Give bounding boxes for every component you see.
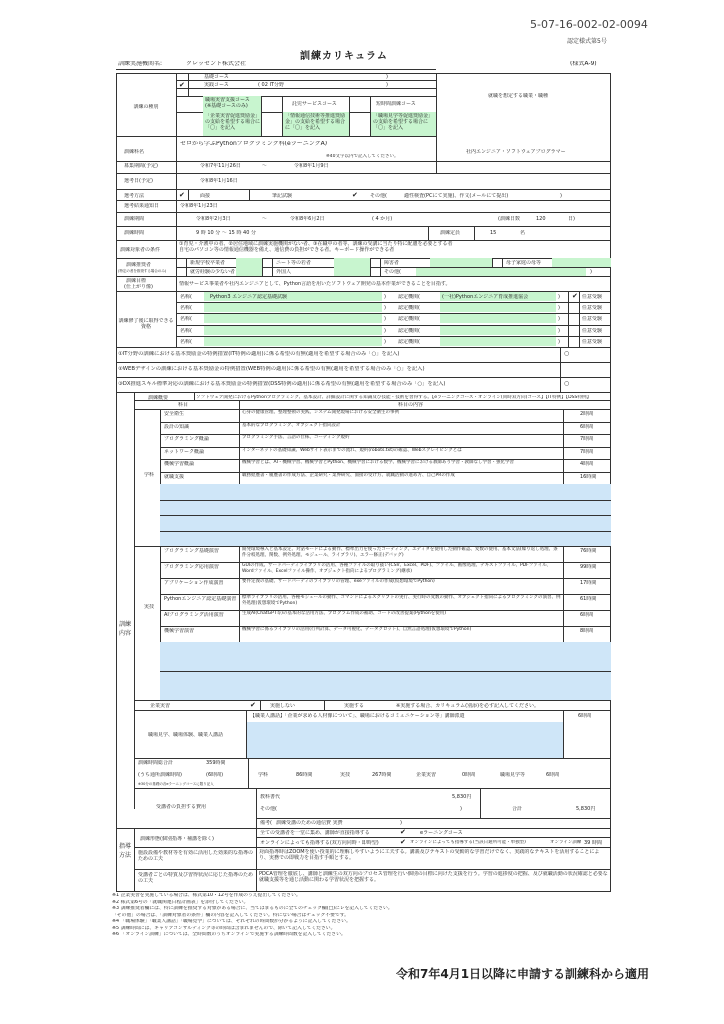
footnote: ※2 様式第6号の「就職関連日程計画表」を添付してください。 xyxy=(112,899,249,905)
qual-name-label: 名称( xyxy=(180,305,192,312)
qual-org-close: ) xyxy=(558,327,560,334)
recruit-label: 募集期間(予定) xyxy=(124,163,158,169)
subject-hours: 4時間 xyxy=(580,461,594,467)
enterprise-label: 企業実習 xyxy=(150,703,171,709)
qual-name-label: 名称( xyxy=(180,316,192,323)
recruit-end: 令和8年1月9日 xyxy=(294,163,329,169)
cost-label: 受講者の負担する費用 xyxy=(156,804,207,810)
rec-disabled: 障害者 xyxy=(384,260,400,266)
target-job-label: 就職を想定する職業・職種 xyxy=(488,93,549,99)
kind-label: 訓練の種別 xyxy=(133,104,159,110)
qual-status: 任意受験 xyxy=(582,338,603,345)
quals-list xyxy=(176,291,611,347)
rec-new-grad: 新規学校卒業者 xyxy=(190,260,226,266)
goal-value: 情報サービス事業者や社内エンジニアとして、Python言語を用いたソフトウェア開発の基本作業ができることを目指す。 xyxy=(179,281,451,287)
footnote: ※1 企業実習を実施している場合は、様式第10・12号を作成のうえ提出してください。 xyxy=(112,893,301,898)
content-side: 訓練内容 xyxy=(118,621,131,637)
subject-hours: 8時間 xyxy=(580,628,594,634)
hours-value: 9 時 10 分 〜 15 時 40 分 xyxy=(196,230,256,236)
qual-org-label: 認定機関( xyxy=(398,305,420,312)
special-rows xyxy=(116,347,611,392)
select-interview: 面接 xyxy=(200,193,211,199)
select-method-label: 選考方法 xyxy=(124,193,145,199)
subject-name: ネットワーク概論 xyxy=(164,448,205,455)
special-mark: ○ xyxy=(564,381,570,387)
subject-desc: 職務経歴書・履歴書の作成方法、企業研究・業界研究、面接の受け方、就職活動の進め方、自己PRの作成 xyxy=(242,472,455,478)
subject-desc: GUIの作成、サードパーティライブラリの活用、各種ファイルの取り扱い(CSV、Excel、PDF)、ファイル、画像処理、テキストファイル、PDFファイル、Wordファイル、Excelファイル操作、オブジェクト指向によるプログラミング(継承) xyxy=(242,563,551,574)
rec-foreign: 外国人 xyxy=(276,269,292,275)
method-elearning-check: ✔ xyxy=(400,828,406,836)
subject-name: 就職支援 xyxy=(164,473,185,480)
summary: ソフトウェア開発におけるPythonプログラミング、基本設計、詳細設計に関する知識及び技能・技術を習得する。【eラーニングコース・オンライン(同時双方向)コース】【IT特例】【DSS特例】 xyxy=(196,395,592,400)
method-opt3: オンラインによっても指導する(双方向同時・即時型) xyxy=(260,840,379,846)
qual-divider xyxy=(568,291,569,302)
qual-org-label: 認定機関( xyxy=(398,316,420,323)
target-job-value: 社内エンジニア・ソフトウェアプログラマー xyxy=(466,149,566,155)
select-other: その他( xyxy=(370,193,387,199)
capacity: 15 xyxy=(490,230,497,236)
enterprise-no: 実施しない xyxy=(270,703,296,709)
qual-name-field xyxy=(204,314,382,323)
qual-name-field xyxy=(204,326,382,335)
it-promo-incentive: 「情報通信技術等推進奨励金」の支給を希望する場合に「〇」を記入 xyxy=(285,113,346,131)
qual-name-close: ) xyxy=(384,316,386,323)
quals-label: 訓練修了後に取得できる資格 xyxy=(118,318,174,330)
subject-hours: 76時間 xyxy=(580,548,597,554)
method-opt2: eラーニングコース xyxy=(420,830,463,836)
cost-sum: 5,830円 xyxy=(576,806,596,812)
qual-org-field xyxy=(440,337,556,346)
gakka-hours: 86時間 xyxy=(296,772,313,778)
qual-name-close: ) xyxy=(384,327,386,334)
method-form-label: 訓練形態(個別指導・補講を除く) xyxy=(140,836,214,842)
qual-divider xyxy=(579,302,580,313)
qual-org-close: ) xyxy=(558,316,560,323)
footer-note: 令和7年4月1日以降に申請する訓練科から適用 xyxy=(396,967,650,981)
qual-name-field xyxy=(204,303,382,312)
blank-row-line xyxy=(160,671,611,672)
footnote: ※4 「職場体験」「職業人講話」「職場見学」については、それぞれの時間数が分かるように記入してください。 xyxy=(112,919,351,924)
qual-status: 任意受験 xyxy=(582,294,603,300)
period-days: 120 xyxy=(536,216,546,222)
commute-hours: (6時間) xyxy=(206,772,224,778)
conditions-label: 訓練対象者の条件 xyxy=(120,247,161,253)
subject-name: アプリケーション作成演習 xyxy=(164,580,224,586)
enterprise-note: ※実施する場合、カリキュラム(別添)を必ず記入してください。 xyxy=(396,703,540,709)
subject-desc: 機械学習とは、AI・機械学習、機械学習とPython、機械学習における数学、機械学習における教師あり学習・教師なし学習・強化学習 xyxy=(242,460,514,465)
subject-hours: 17時間 xyxy=(580,580,597,586)
qual-org-close: ) xyxy=(558,338,560,345)
special-row-line xyxy=(116,377,611,378)
qual-name-close: ) xyxy=(384,305,386,312)
conditions-value: ①育児・介護中の者、②居住地域に訓練実施機関がない者、③在職中の者等、訓練の受講に当たり特に配慮を必要とする者 自宅のパソコン等の情報通信機器を備え、通信費の負担ができる者。キーボード操作ができる者 xyxy=(179,241,453,253)
institution-value: クレッセント株式会社 xyxy=(186,61,246,67)
workplace-incentive: 「職場見学等促進奨励金」の支給を希望する場合に「〇」を記入 xyxy=(373,113,434,131)
qual-divider xyxy=(579,325,580,336)
special-text: ①IT分野の訓練における基本奨励金の特例措置(IT特例の適用)に係る希望の有無(適用を希望する場合のみ「○」を記入) xyxy=(118,351,400,357)
rec-neet: ニート等の若者 xyxy=(276,260,312,266)
blank-row-line xyxy=(160,531,611,532)
effect: 対面指導時はZOOMを使い授業的に理解しやすいように工夫する。講義及びテキストの受動的な学習だけでなく、実践的なテキストを活用することにより、実務での即戦力を目指す手順とする。 xyxy=(259,849,600,861)
interview-check: ✔ xyxy=(179,191,185,199)
method-opt1: 全ての受講者を一堂に集め、講師が直接指導する xyxy=(260,830,370,836)
qual-status: 任意受験 xyxy=(582,316,603,323)
it-field: ( 02 IT分野 xyxy=(258,82,285,88)
select-date: 令和8年1月16日 xyxy=(200,178,238,184)
jitsugi-label: 実技 xyxy=(144,604,155,610)
result-date: 令和8年1月23日 xyxy=(180,203,218,209)
subject-hours: 16時間 xyxy=(580,473,597,480)
subject-name: Pythonエンジニア認定基礎演習 xyxy=(164,596,237,602)
period-start: 令和8年2月3日 xyxy=(196,216,231,222)
qual-divider xyxy=(579,291,580,302)
subject-desc: 基本的なプログラミング、オブジェクト指向設計 xyxy=(242,422,341,428)
capacity-label: 訓練定員 xyxy=(440,230,461,236)
select-written: 筆記試験 xyxy=(272,193,293,199)
qual-row-line xyxy=(176,302,611,303)
theory-list xyxy=(160,409,611,546)
course-label: 訓練科名 xyxy=(124,149,145,155)
local-incentive: 「企業実習促進奨励金」の支給を希望する場合に「〇」を記入 xyxy=(205,113,261,131)
special-mark: ○ xyxy=(564,351,570,357)
subject-desc: 生成AI(ChatGPT等)の基本的な活用方法、プログラム作成の補助、コードの改善提案(Pythonを使用) xyxy=(242,611,446,616)
form-code: (様式A-9) xyxy=(570,61,597,67)
qual-divider xyxy=(568,325,569,336)
special-divider xyxy=(560,347,561,362)
footnote: ※3 訓練推奨者欄には、特に訓練を推奨する対象がある場合に、当てはまるものに全てのチェック欄(□)にレを記入してください。 xyxy=(112,906,393,911)
period-label: 訓練期間 xyxy=(124,216,145,222)
blank-row-line xyxy=(160,515,611,516)
qual-name-close: ) xyxy=(384,294,386,300)
subject-desc: 要件定義の基礎、サードパーティのライブラリの管理、exeファイルの作成(仮想環境でPython) xyxy=(242,579,435,584)
select-other-value: 適性検査(PCにて実施)、作文(メールにて提出) xyxy=(404,193,509,199)
qual-check: ✔ xyxy=(572,292,578,300)
practice-list xyxy=(160,546,611,700)
qual-row-line xyxy=(176,325,611,326)
qual-status: 任意受験 xyxy=(582,327,603,334)
subject-hours: 99時間 xyxy=(580,564,597,570)
period-end: 令和8年6月2日 xyxy=(290,216,325,222)
rec-veteran: 就労経験の少ない者 xyxy=(190,269,236,275)
subject-name: 安全衛生 xyxy=(164,411,185,417)
subject-hours: 2時間 xyxy=(580,411,594,417)
subject-name: AIプログラミング活用演習 xyxy=(164,612,224,618)
effect-label: 施設設備や教材等を有効に活用した効果的な指導のための工夫 xyxy=(138,850,254,862)
special-text: ②WEBデザインの訓練における基本奨励金の特例措置(WEB特例の適用)に係る希望の有無(適用を希望する場合のみ「○」を記入) xyxy=(118,366,425,372)
subject-name: 機械学習演習 xyxy=(164,628,195,634)
qual-status: 任意受験 xyxy=(582,305,603,312)
text-cost: 5,830円 xyxy=(452,794,472,800)
qual-org-label: 認定機関( xyxy=(398,327,420,334)
qual-org-field xyxy=(440,314,556,323)
subject-desc: 心身の健康管理、整理整頓の実践、システム開発現場における安全衛生の事例 xyxy=(242,410,400,415)
special-divider xyxy=(560,362,561,377)
qual-name-label: 名称( xyxy=(180,327,192,334)
qual-org-label: 認定機関( xyxy=(398,294,420,300)
subject-desc: インターネットの基礎知識、Webサイト表示までの流れ、規約(robots.txt)の確認、Webスクレイピングとは xyxy=(242,447,462,453)
footnote: ※6 「オンライン訓練」については、全時間数のうちオンラインで実施する訓練時間数を記入してください。 xyxy=(112,932,346,937)
qual-org-close: ) xyxy=(558,294,560,300)
qual-name-close: ) xyxy=(384,338,386,345)
select-date-label: 選考日(予定) xyxy=(124,178,153,184)
basic-course: 基礎コース xyxy=(204,74,229,80)
recruit-start: 令和7年11月26日 xyxy=(200,163,241,169)
summary-label: 訓練概要 xyxy=(148,395,169,401)
qual-divider xyxy=(568,313,569,324)
qual-org-label: 認定機関( xyxy=(398,338,420,345)
support-course: 職場実習支援コース (※基礎コースのみ) xyxy=(205,97,250,109)
special-text: ③DX推進スキル標準対応の訓練における基本奨励金の特例措置(DSS特例の適用)に係る希望の有無(適用を希望する場合のみ「○」を記入) xyxy=(118,381,446,387)
subject-desc: プログラミング手法、言語の仕様、コーディング規約 xyxy=(242,435,350,440)
cost-note: 訓練受講のための通信費 実費 xyxy=(276,820,343,826)
subject-name: プログラミング基礎演習 xyxy=(164,548,219,554)
total-hours: 359時間 xyxy=(206,760,226,766)
subject-hours: 7時間 xyxy=(580,436,594,442)
course-note: ※40文字以内で記入してください。 xyxy=(326,154,399,159)
document-id: 5-07-16-002-02-0094 xyxy=(530,18,648,31)
subject-desc: 開発環境導入と基本設定、対話モードによる動作、標準出力を使ったコーディング、エディタを使用した動作確認、変数の使用、基本文法(繰り返し処理、条件分岐処理、関数、例外処理、モジュール、ライブラリ)、エラー修正(デバッグ) xyxy=(242,547,558,558)
enterprise-no-check: ✔ xyxy=(250,701,256,709)
special-divider xyxy=(560,377,561,392)
jitsugi-hours: 267時間 xyxy=(372,772,392,778)
method-side: 指導方法 xyxy=(118,843,131,859)
goal-label: 訓練目標 xyxy=(126,278,147,284)
qual-divider xyxy=(579,313,580,324)
visit-total-hours: 6時間 xyxy=(546,772,560,778)
qual-name-label: 名称( xyxy=(180,294,192,300)
qual-org-field xyxy=(440,326,556,335)
ent-hours: 0時間 xyxy=(462,772,476,778)
it-field-close: ) xyxy=(386,82,388,88)
qual-divider xyxy=(568,336,569,347)
recommend-label: 訓練推奨者 xyxy=(126,262,152,268)
qual-org-field xyxy=(440,303,556,312)
subject-name: 機械学習概論 xyxy=(164,461,195,467)
recommend-sub: (特定の者を推奨する場合のみ) xyxy=(118,269,167,273)
qual-name-field xyxy=(204,337,382,346)
method-online-check: ✔ xyxy=(400,838,406,846)
visit-value: 【職業人講話】「企業が求める人材像について」、職場におけるコミュニケーション等」講師派遣 xyxy=(250,713,465,719)
special-row-line xyxy=(116,362,611,363)
hours-label: 訓練時間 xyxy=(124,230,145,236)
visit-label: 職場見学、職場体験、職業人講話 xyxy=(148,732,224,738)
method-opt4: オンラインによっても指導する(当該日通所可能・単独型) xyxy=(410,840,526,845)
qual-name: Python3 エンジニア認定基礎試験 xyxy=(210,294,287,300)
course-name: ゼロから学ぶPythonプログラミング科(eラーニングA) xyxy=(180,141,328,147)
subject-hours: 61時間 xyxy=(580,596,597,602)
gakka-label: 学科 xyxy=(144,472,155,478)
visit-hours: 6時間 xyxy=(578,713,592,719)
footnote: ※5 訓練時間には、キャリアコンサルティング等の時間は含まれませんので、除いて記入してください。 xyxy=(112,925,336,931)
subject-name: プログラミング応用演習 xyxy=(164,564,219,570)
practical-check: ✔ xyxy=(179,81,185,89)
institution-label: 訓練実施機関名: xyxy=(118,61,163,67)
qual-name-label: 名称( xyxy=(180,338,192,345)
rec-other: その他( xyxy=(384,269,401,275)
practical-course: 実践コース xyxy=(204,82,229,88)
subject-desc: 標準ライブラリの活用、各種モジュールの動作、コマンドによるスクリプトの実行、実行時の変数の動作、オブジェクト指向によるプログラミングの演習、例外処理(仮想環境でPython) xyxy=(242,595,561,606)
total-label: 訓練時間総合計 xyxy=(138,760,174,766)
qual-divider xyxy=(579,336,580,347)
form-number: 認定様式第5号 xyxy=(567,38,607,45)
online-hours: 39 時間 xyxy=(584,840,602,846)
subject-desc: 機械学習に係るライブラリの活用(行列計算、データ可視化、データクロット)、自然言語処理(仮想環境でPython) xyxy=(242,627,472,632)
result-date-label: 選考結果通知日 xyxy=(124,203,160,209)
period-months: ( 4 か月) xyxy=(372,216,393,222)
blank-row-line xyxy=(160,500,611,501)
rec-single: 母子家庭の母等 xyxy=(506,260,542,266)
qual-divider xyxy=(568,302,569,313)
qual-org: (一社)Pythonエンジニア育成推進協会 xyxy=(442,294,529,300)
subject-hours: 6時間 xyxy=(580,423,594,430)
ability: PDCA管理を徹底し、講師と訓練生の双方向のプロセス管理を行い個別の目標に向けた支援を行う。学習の進捗度の把握、及び就職活動の状況確認と必要な就職支援等を通じ活動に関わる学習状況を把握する。 xyxy=(259,871,608,883)
childcare-course: 託児サービスコース xyxy=(292,101,337,107)
short-course: 短時間訓練コース xyxy=(376,101,416,107)
footnote: 「その他」の場合は、「訓練対象者の条件」欄の内容を記入してください。特にない場合はチェック不要です。 xyxy=(112,912,349,918)
ability-label: 受講者ごとの特質及び習得状況に応じた指導のための工夫 xyxy=(138,872,254,884)
subject-hours: 7時間 xyxy=(580,448,594,455)
page-title: 訓練カリキュラム xyxy=(300,51,388,62)
other-check: ✔ xyxy=(352,191,358,199)
qual-org-close: ) xyxy=(558,305,560,312)
subject-name: プログラミング概論 xyxy=(164,436,209,442)
qual-row-line xyxy=(176,313,611,314)
enterprise-yes: 実施する xyxy=(344,703,365,709)
subject-hours: 6時間 xyxy=(580,612,594,618)
subject-name: 設計の知識 xyxy=(164,423,190,430)
qual-row-line xyxy=(176,336,611,337)
